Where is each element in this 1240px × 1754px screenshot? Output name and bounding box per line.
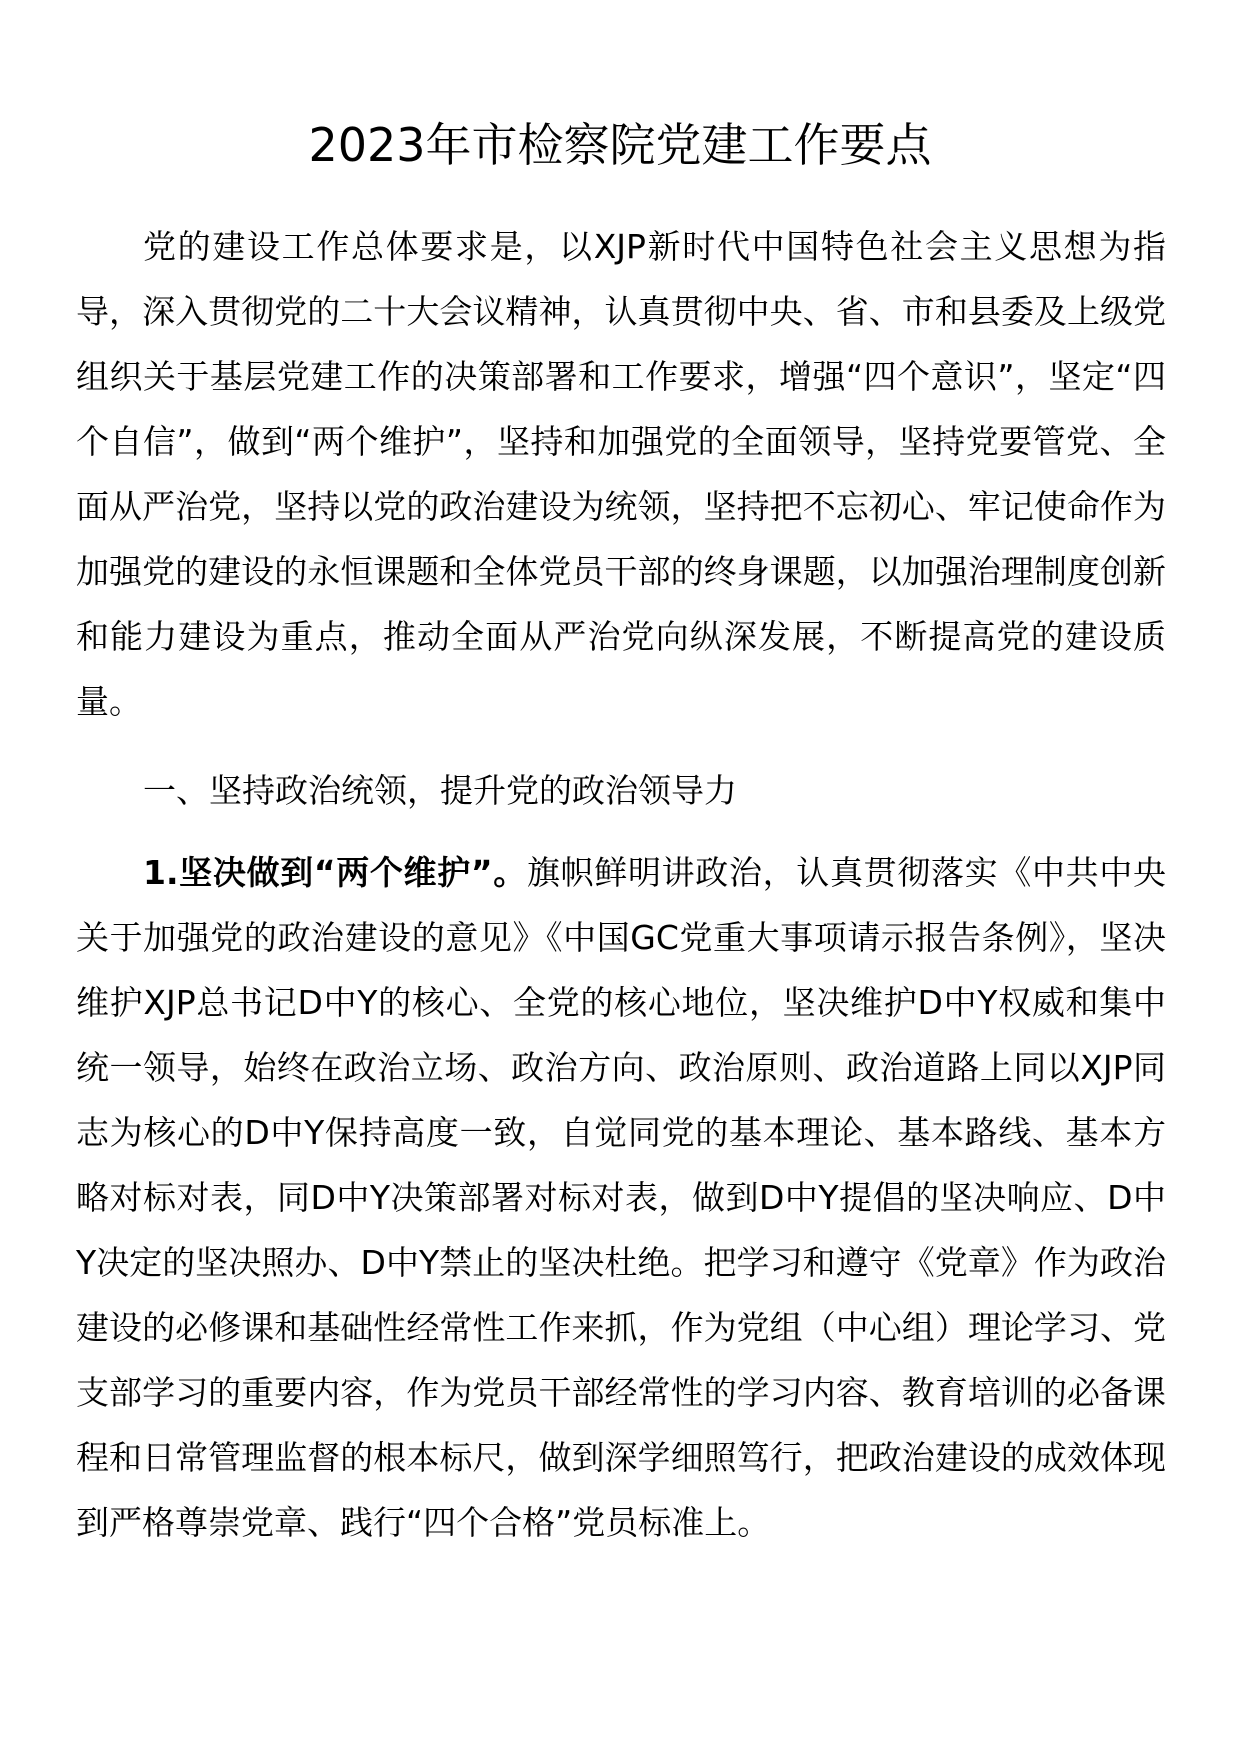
item-1-body: 旗帜鲜明讲政治，认真贯彻落实《中共中央关于加强党的政治建设的意见》《中国GC党重大事项请示报告条例》，坚决维护XJP总书记D中Y的核心、全党的核心地位，坚决维护D中Y权威和集中统一领导，始终在政治立场、政治方向、政治原则、政治道路上同以XJP同志为核心的D中Y保持高度一致，自觉同党的基本理论、基本路线、基本方略对标对表，同D中Y决策部署对标对表，做到D中Y提倡的坚决响应、D中Y决定的坚决照办、D中Y禁止的坚决杜绝。把学习和遵守《党章》作为政治建设的必修课和基础性经常性工作来抓，作为党组（中心组）理论学习、党支部学习的重要内容，作为党员干部经常性的学习内容、教育培训的必备课程和日常管理监督的根本标尺，做到深学细照笃行，把政治建设的成效体现到严格尊崇党章、践行“四个合格”党员标准上。 [76,853,1167,1542]
document-title: 2023年市检察院党建工作要点 [308,118,932,172]
item-1-lead: 1.坚决做到“两个维护”。 [143,853,527,892]
section-heading-1: 一、坚持政治统领，提升党的政治领导力 [143,771,737,810]
intro-paragraph: 党的建设工作总体要求是，以XJP新时代中国特色社会主义思想为指导，深入贯彻党的二十大会议精神，认真贯彻中央、省、市和县委及上级党组织关于基层党建工作的决策部署和工作要求，增强“四个意识”，坚定“四个自信”，做到“两个维护”，坚持和加强党的全面领导，坚持党要管党、全面从严治党，坚持以党的政治建设为统领，坚持把不忘初心、牢记使命作为加强党的建设的永恒课题和全体党员干部的终身课题，以加强治理制度创新和能力建设为重点，推动全面从严治党向纵深发展，不断提高党的建设质量。 [76,227,1166,721]
item-1-paragraph [76,840,1166,1555]
